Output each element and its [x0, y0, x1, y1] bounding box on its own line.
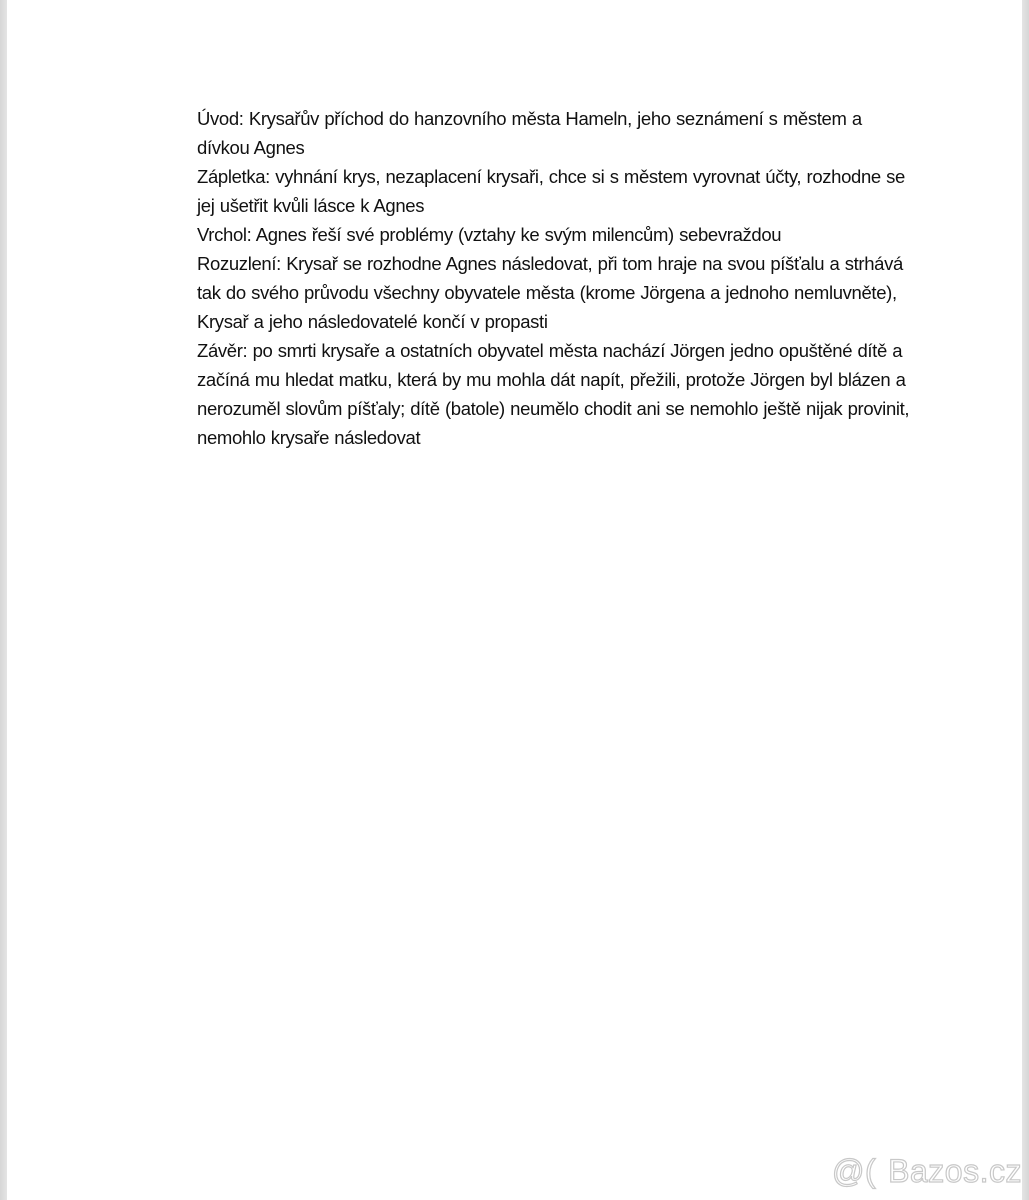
watermark-text: Bazos.cz — [888, 1153, 1022, 1189]
right-page-edge — [1022, 0, 1029, 1200]
paragraph-vrchol: Vrchol: Agnes řeší své problémy (vztahy ke svým milencům) sebevraždou — [197, 224, 782, 245]
document-page — [7, 0, 1022, 1200]
bazos-watermark — [832, 1153, 1022, 1190]
bazos-logo-icon: @( — [832, 1153, 877, 1189]
paragraph-zapletka: Zápletka: vyhnání krys, nezaplacení krysaři, chce si s městem vyrovnat účty, rozhodne se jej ušetřit kvůli lásce k Agnes — [197, 166, 905, 216]
paragraph-zaver: Závěr: po smrti krysaře a ostatních obyvatel města nachází Jörgen jedno opuštěné dítě a začíná mu hledat matku, která by mu mohla dát napít, přežili, protože Jörgen byl blázen a nerozuměl slovům píšťaly; dítě (batole) neumělo chodit ani se nemohlo ještě nijak provinit, nemohlo krysaře následovat — [197, 340, 910, 448]
left-page-edge — [0, 0, 7, 1200]
paragraph-uvod: Úvod: Krysařův příchod do hanzovního města Hameln, jeho seznámení s městem a dívkou Agnes — [197, 108, 862, 158]
paragraph-rozuzleni: Rozuzlení: Krysař se rozhodne Agnes následovat, při tom hraje na svou píšťalu a strhává tak do svého průvodu všechny obyvatele města (krome Jörgena a jednoho nemluvněte), Krysař a jeho následovatelé končí v propasti — [197, 253, 903, 332]
document-body — [197, 104, 917, 452]
